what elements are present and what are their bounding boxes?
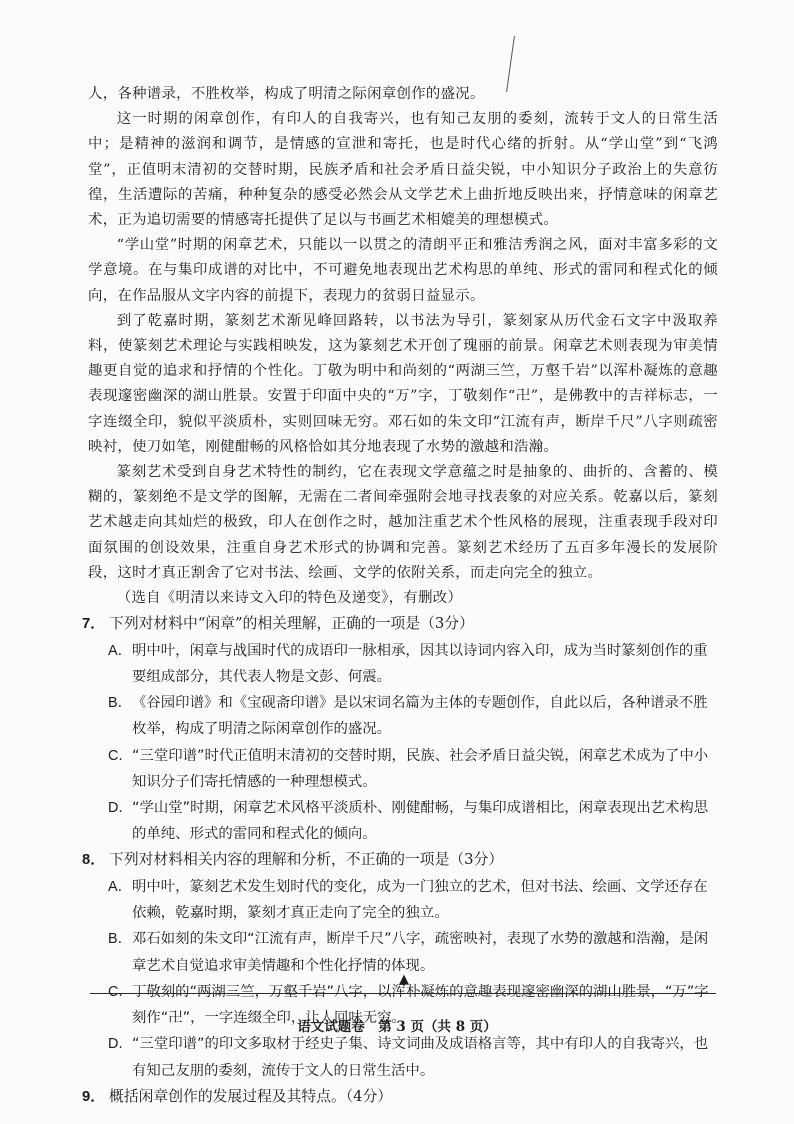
question-7 — [82, 611, 718, 847]
option-b[interactable] — [108, 926, 718, 978]
option-text: 明中叶，闲章与战国时代的成语印一脉相承，因其以诗词内容入印，成为当时篆刻创作的重要组成部分，其代表人物是文彭、何震。 — [132, 642, 708, 686]
passage-paragraph-1: 人，各种谱录，不胜枚举，构成了明清之际闲章创作的盛况。 — [88, 86, 485, 102]
option-letter: B． — [108, 695, 132, 712]
footer-divider — [90, 993, 716, 994]
question-stem — [82, 847, 718, 874]
reading-passage — [88, 82, 718, 611]
exam-page — [82, 82, 718, 1110]
option-text: 《谷园印谱》和《宝砚斋印谱》是以宋词名篇为主体的专题创作，自此以后，各种谱录不胜枚举，构成了明清之际闲章创作的盛况。 — [132, 695, 708, 738]
question-text: 概括闲章创作的发展过程及其特点。（4分） — [109, 1087, 393, 1105]
passage-paragraph-4: 到了乾嘉时期，篆刻艺术渐见峰回路转，以书法为导引，篆刻家从历代金石文字中汲取养料，使篆刻艺术理论与实践相映发，这为篆刻艺术开创了瑰丽的前景。闲章艺术则表现为审美情趣更自觉的追求和抒情的个性化。丁敬为明中和尚刻的“两湖三竺，万壑千岩”以浑朴凝炼的意趣表现邃密幽深的湖山胜景。安置于印面中央的“万”字，丁敬刻作“卍”，是佛教中的吉祥标志，一字连缀全印，貌似平淡质朴，实则回味无穷。邓石如的朱文印“江流有声，断岸千尺”八字则疏密映衬，使刀如笔，刚健酣畅的风格恰如其分地表现了水势的激越和浩瀚。 — [88, 312, 718, 455]
option-letter: C． — [108, 983, 133, 1000]
option-letter: D． — [108, 800, 133, 817]
question-stem — [82, 1084, 718, 1111]
option-letter: A． — [108, 642, 132, 659]
option-text: “学山堂”时期，闲章艺术风格平淡质朴、刚健酣畅，与集印成谱相比，闲章表现出艺术构思的单纯、形式的雷同和程式化的倾向。 — [132, 800, 709, 843]
option-text: 丁敬刻的“两湖三竺，万壑千岩”八字，以浑朴凝炼的意趣表现邃密幽深的湖山胜景，“万”字刻作“卍”，一字连缀全印，让人回味无穷。 — [132, 983, 709, 1027]
option-text: “三堂印谱”时代正值明末清初的交替时期，民族、社会矛盾日益尖锐，闲章艺术成为了中小知识分子们寄托情感的一种理想模式。 — [132, 747, 709, 790]
option-d[interactable] — [108, 795, 718, 847]
option-letter: A． — [108, 879, 132, 896]
question-text: 下列对材料中“闲章”的相关理解，正确的一项是（3分） — [109, 615, 474, 633]
passage-paragraph-5: 篆刻艺术受到自身艺术特性的制约，它在表现文学意蕴之时是抽象的、曲折的、含蓄的、模糊的，篆刻绝不是文学的图解，无需在二者间牵强附会地寻找表象的对应关系。乾嘉以后，篆刻艺术越走向其灿烂的极致，印人在创作之时，越加注重艺术个性风格的展现，注重表现手段对印面氛围的创设效果，注重自身艺术形式的协调和完善。篆刻艺术经历了五百多年漫长的发展阶段，这时才真正割舍了它对书法、绘画、文学的依附关系，而走向完全的独立。 — [88, 464, 718, 581]
option-c[interactable] — [108, 743, 718, 795]
option-letter: D． — [108, 1036, 133, 1053]
option-a[interactable] — [108, 638, 718, 690]
option-text: “三堂印谱”的印文多取材于经史子集、诗文词曲及成语格言等，其中有印人的自我寄兴，也有知己友朋的委刻，流传于文人的日常生活中。 — [132, 1036, 709, 1079]
question-stem — [82, 611, 718, 638]
option-letter: B． — [108, 931, 132, 948]
option-text: 邓石如刻的朱文印“江流有声，断岸千尺”八字，疏密映衬，表现了水势的激越和浩瀚，是闲章艺术自觉追求审美情趣和个性化抒情的体现。 — [132, 931, 709, 974]
page-footer: 语文试题卷 第 3 页（共 8 页） — [297, 1019, 497, 1035]
question-number: 7． — [82, 616, 106, 633]
passage-paragraph-3: “学山堂”时期的闲章艺术，只能以一以贯之的清朗平正和雅洁秀润之风，面对丰富多彩的文学意境。在与集印成谱的对比中，不可避免地表现出艺术构思的单纯、形式的雷同和程式化的倾向，在作品服从文字内容的前提下，表现力的贫弱日益显示。 — [88, 237, 718, 304]
question-number: 9． — [82, 1088, 106, 1105]
option-letter: C． — [108, 747, 133, 764]
passage-source: （选自《明清以来诗文入印的特色及递变》，有删改） — [116, 590, 463, 607]
option-a[interactable] — [108, 874, 718, 926]
triangle-marker-icon: ▲ — [399, 972, 409, 987]
question-9 — [82, 1084, 718, 1111]
option-b[interactable] — [108, 690, 718, 742]
question-text: 下列对材料相关内容的理解和分析，不正确的一项是（3分） — [109, 851, 504, 869]
option-d[interactable] — [108, 1031, 718, 1083]
question-8 — [82, 847, 718, 1083]
passage-paragraph-2: 这一时期的闲章创作，有印人的自我寄兴，也有知己友朋的委刻，流转于文人的日常生活中；是精神的滋润和调节，是情感的宣泄和寄托，也是时代心绪的折射。从“学山堂”到“飞鸿堂”，正值明末清初的交替时期，民族矛盾和社会矛盾日益尖锐，中小知识分子政治上的失意彷徨，生活遭际的苦痛，种种复杂的感受必然会从文学艺术上曲折地反映出来，抒情意味的闲章艺术，正为追切需要的情感寄托提供了足以与书画艺术相媲美的理想模式。 — [88, 111, 718, 229]
option-text: 明中叶，篆刻艺术发生划时代的变化，成为一门独立的艺术，但对书法、绘画、文学还存在依赖，乾嘉时期，篆刻才真正走向了完全的独立。 — [132, 879, 708, 922]
question-number: 8． — [82, 852, 106, 869]
